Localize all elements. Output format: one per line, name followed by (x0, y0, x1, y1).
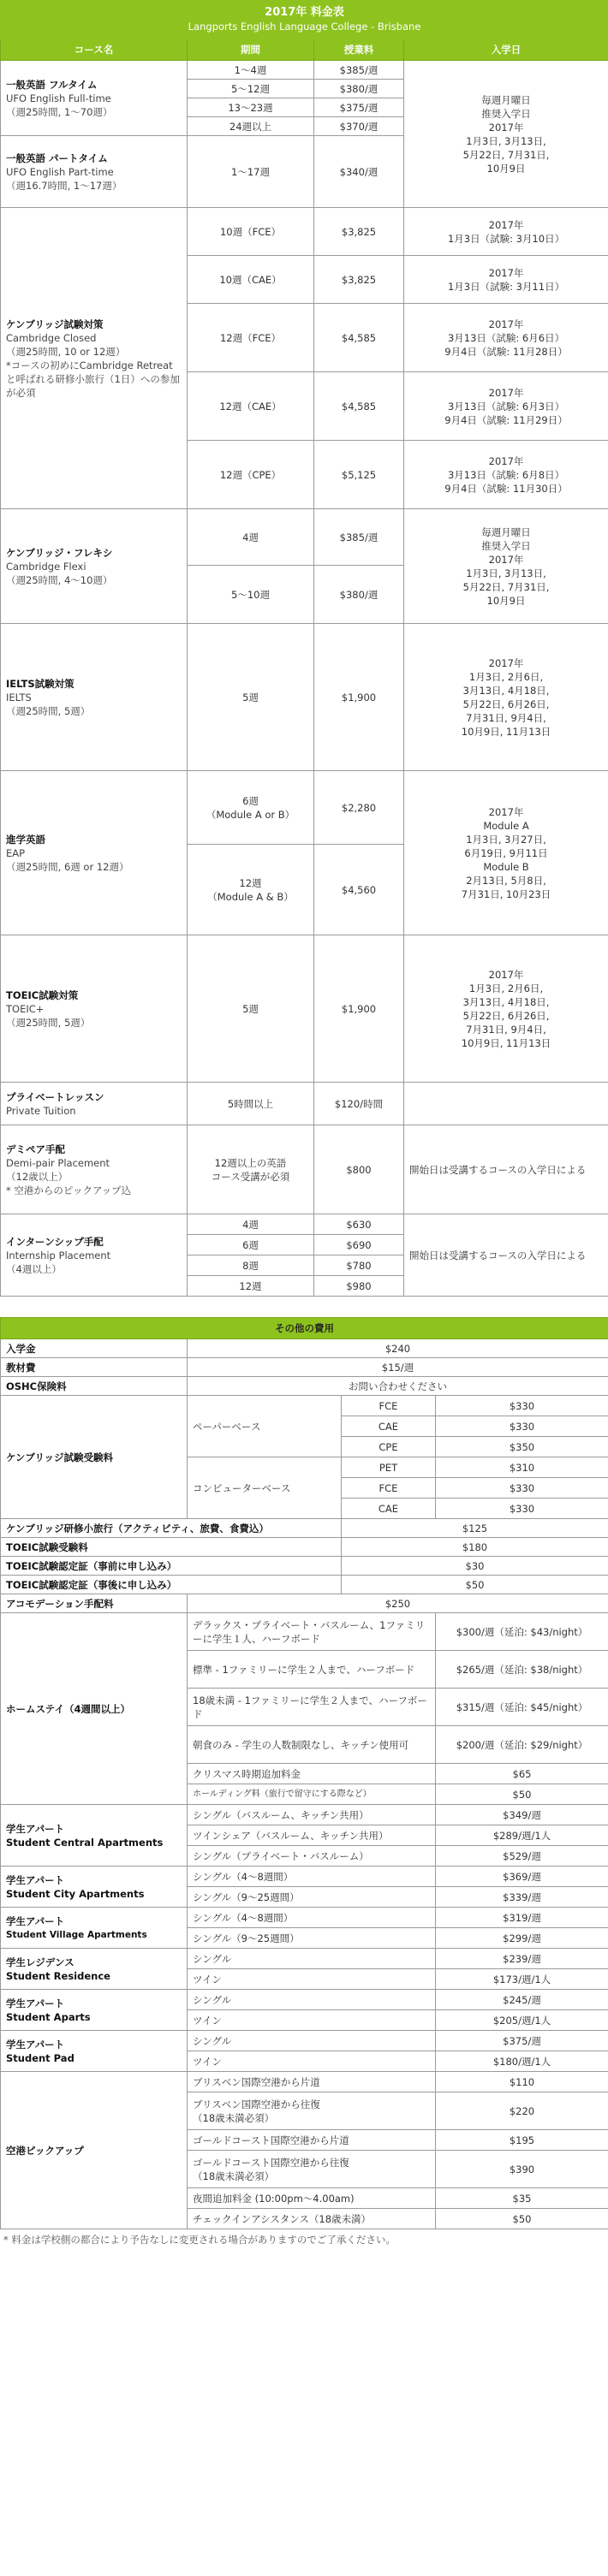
header-fee: 授業料 (314, 39, 404, 61)
pickup-desc: ブリスベン国際空港から片道 (188, 2072, 436, 2092)
homestay-row (1, 1613, 608, 1651)
eap-row (1, 771, 608, 845)
fee-cell: $375/週 (314, 98, 404, 117)
pickup-fee: $50 (436, 2209, 608, 2229)
period-cell: 1〜17週 (188, 136, 314, 208)
fee-cell: $980 (314, 1276, 404, 1297)
fee-row (1, 1557, 608, 1576)
homestay-fee: $200/週（延泊: $29/night） (436, 1726, 608, 1764)
apt-fee: $289/週/1人 (436, 1825, 608, 1846)
fees-title: 2017年 料金表 (265, 6, 344, 19)
private-course: プライベートレッスン Private Tuition (1, 1083, 188, 1125)
fee-label: 教材費 (1, 1358, 188, 1377)
apt-desc: ツイン (188, 2051, 436, 2072)
flexi-start-dates: 毎週月曜日 推奨入学日 2017年 1月3日, 3月13日, 5月22日, 7月31日, 10月9日 (404, 509, 608, 624)
apt-fee: $319/週 (436, 1908, 608, 1928)
fee-cell: $3,825 (314, 256, 404, 304)
fee-cell: $385/週 (314, 509, 404, 566)
apt-desc: シングル (188, 2031, 436, 2051)
flexi-row (1, 509, 608, 566)
homestay-desc: 標準 - 1ファミリーに学生２人まで、ハーフボード (188, 1651, 436, 1689)
period-cell: 10週（CAE） (188, 256, 314, 304)
period-cell: 13〜23週 (188, 98, 314, 117)
apt-fee: $173/週/1人 (436, 1969, 608, 1990)
fee-label: TOEIC試験受験料 (1, 1538, 342, 1557)
apt-fee: $529/週 (436, 1846, 608, 1867)
exam-type: FCE (342, 1478, 436, 1499)
homestay-fee: $265/週（延泊: $38/night） (436, 1651, 608, 1689)
homestay-fee: $300/週（延泊: $43/night） (436, 1613, 608, 1651)
period-cell: 6週 (188, 1235, 314, 1255)
apt-desc: シングル（プライベート・バスルーム） (188, 1846, 436, 1867)
fee-cell: $4,585 (314, 304, 404, 372)
other-title-row (1, 1318, 608, 1339)
apt-desc: ツインシェア（バスルーム、キッチン共用） (188, 1825, 436, 1846)
header-start: 入学日 (404, 39, 608, 61)
pickup-desc: ゴールドコースト国際空港から往復 （18歳未満必須） (188, 2151, 436, 2188)
pickup-fee: $220 (436, 2092, 608, 2130)
toeic-start-dates: 2017年 1月3日, 2月6日, 3月13日, 4月18日, 5月22日, 6月26日, 7月31日, 9月4日, 10月9日, 11月13日 (404, 935, 608, 1083)
exam-type: FCE (342, 1396, 436, 1416)
pickup-label: 空港ピックアップ (1, 2072, 188, 2229)
apt-label: 学生アパート Student Aparts (1, 1990, 188, 2031)
ge-start-dates: 毎週月曜日 推奨入学日 2017年 1月3日, 3月13日, 5月22日, 7月31日, 10月9日 (404, 61, 608, 208)
demi-start: 開始日は受講するコースの入学日による (404, 1125, 608, 1214)
exam-type: CPE (342, 1437, 436, 1457)
fee-cell: $3,825 (314, 208, 404, 256)
fee-value: $50 (342, 1576, 608, 1594)
header-period: 期間 (188, 39, 314, 61)
school-name: Langports English Language College - Brisbane (188, 21, 421, 33)
intern-course: インターンシップ手配 Internship Placement （4週以上） (1, 1214, 188, 1297)
ge-ft-row (1, 61, 608, 80)
header-course: コース名 (1, 39, 188, 61)
fee-cell: $630 (314, 1214, 404, 1235)
apt-row (1, 1867, 608, 1887)
pickup-fee: $35 (436, 2188, 608, 2209)
start-cell: 2017年 3月13日（試験: 6月3日） 9月4日（試験: 11月29日） (404, 372, 608, 441)
fee-cell: $340/週 (314, 136, 404, 208)
period-cell: 1〜4週 (188, 61, 314, 80)
period-cell: 8週 (188, 1255, 314, 1276)
fee-row (1, 1594, 608, 1613)
fee-cell: $5,125 (314, 441, 404, 509)
pickup-fee: $390 (436, 2151, 608, 2188)
fee-row (1, 1358, 608, 1377)
apt-label: 学生レジデンス Student Residence (1, 1949, 188, 1990)
eap-course: 進学英語 EAP （週25時間, 6週 or 12週） (1, 771, 188, 935)
exam-fee: $330 (436, 1416, 608, 1437)
homestay-fee: $50 (436, 1784, 608, 1805)
fee-cell: $380/週 (314, 566, 404, 624)
period-cell: 6週 （Module A or B） (188, 771, 314, 845)
ielts-course: IELTS試験対策 IELTS （週25時間, 5週） (1, 624, 188, 771)
cam-row (1, 208, 608, 256)
apt-row (1, 1949, 608, 1969)
other-title: その他の費用 (1, 1318, 608, 1339)
fee-label: OSHC保険料 (1, 1377, 188, 1396)
homestay-desc: ホールディング料（旅行で留守にする際など） (188, 1784, 436, 1805)
period-cell: 12週（CAE） (188, 372, 314, 441)
apt-fee: $245/週 (436, 1990, 608, 2010)
pickup-fee: $195 (436, 2130, 608, 2151)
apt-desc: シングル（4〜8週間） (188, 1867, 436, 1887)
fee-cell: $385/週 (314, 61, 404, 80)
apt-fee: $369/週 (436, 1867, 608, 1887)
footnote: * 料金は学校側の都合により予告なしに変更される場合がありますのでご了承ください。 (3, 2234, 396, 2246)
start-cell: 2017年 3月13日（試験: 6月8日） 9月4日（試験: 11月30日） (404, 441, 608, 509)
fee-cell: $120/時間 (314, 1083, 404, 1125)
fee-value: $240 (188, 1339, 608, 1358)
cam-course: ケンブリッジ試験対策 Cambridge Closed （週25時間, 10 or 12週） *コースの初めにCambridge Retreatと呼ばれる研修小旅行（1日）への参加が必須 (1, 208, 188, 509)
period-cell: 12週 （Module A & B） (188, 845, 314, 935)
fee-value: $180 (342, 1538, 608, 1557)
exam-type: PET (342, 1457, 436, 1478)
fee-row (1, 1339, 608, 1358)
period-cell: 4週 (188, 509, 314, 566)
apt-desc: ツイン (188, 2010, 436, 2031)
apt-desc: シングル (188, 1949, 436, 1969)
pickup-row (1, 2072, 608, 2092)
fee-cell: $2,280 (314, 771, 404, 845)
period-cell: 5〜10週 (188, 566, 314, 624)
exam-label: ケンブリッジ試験受験料 (1, 1396, 188, 1519)
apt-fee: $180/週/1人 (436, 2051, 608, 2072)
ielts-start-dates: 2017年 1月3日, 2月6日, 3月13日, 4月18日, 5月22日, 6月26日, 7月31日, 9月4日, 10月9日, 11月13日 (404, 624, 608, 771)
period-cell: 12週 (188, 1276, 314, 1297)
exam-computer-label: コンピューターベース (188, 1457, 342, 1519)
apt-desc: シングル（9〜25週間） (188, 1928, 436, 1949)
intern-row (1, 1214, 608, 1235)
apt-row (1, 1908, 608, 1928)
empty-cell (404, 1083, 608, 1125)
homestay-label: ホームステイ（4週間以上） (1, 1613, 188, 1805)
apt-label: 学生アパート Student Village Apartments (1, 1908, 188, 1949)
period-cell: 4週 (188, 1214, 314, 1235)
apt-label: 学生アパート Student Central Apartments (1, 1805, 188, 1867)
apt-desc: シングル (188, 1990, 436, 2010)
pickup-desc: ブリスベン国際空港から往復 （18歳未満必須） (188, 2092, 436, 2130)
pickup-fee: $110 (436, 2072, 608, 2092)
apt-fee: $205/週/1人 (436, 2010, 608, 2031)
flexi-course: ケンブリッジ・フレキシ Cambridge Flexi （週25時間, 4〜10週） (1, 509, 188, 624)
homestay-desc: 18歳未満 - 1ファミリーに学生２人まで、ハーフボード (188, 1689, 436, 1726)
fee-cell: $370/週 (314, 117, 404, 136)
homestay-fee: $315/週（延泊: $45/night） (436, 1689, 608, 1726)
apt-fee: $239/週 (436, 1949, 608, 1969)
section-spacer (0, 1297, 608, 1317)
period-cell: 5〜12週 (188, 80, 314, 98)
fee-cell: $1,900 (314, 935, 404, 1083)
apt-label: 学生アパート Student City Apartments (1, 1867, 188, 1908)
other-fees-table (0, 1317, 608, 2229)
exam-fee: $330 (436, 1478, 608, 1499)
exam-paper-label: ペーパーベース (188, 1396, 342, 1457)
exam-type: CAE (342, 1416, 436, 1437)
fee-cell: $780 (314, 1255, 404, 1276)
exam-fee: $330 (436, 1396, 608, 1416)
apt-desc: ツイン (188, 1969, 436, 1990)
fees-header-row (1, 39, 608, 61)
intern-start: 開始日は受講するコースの入学日による (404, 1214, 608, 1297)
apt-desc: シングル（バスルーム、キッチン共用） (188, 1805, 436, 1825)
eap-start-dates: 2017年 Module A 1月3日, 3月27日, 6月19日, 9月11日 Module B 2月13日, 5月8日, 7月31日, 10月23日 (404, 771, 608, 935)
apt-label: 学生アパート Student Pad (1, 2031, 188, 2072)
toeic-row (1, 935, 608, 1083)
ge-ft-course: 一般英語 フルタイム UFO English Full-time （週25時間, 1〜70週） (1, 61, 188, 136)
fee-label: TOEIC試験認定証（事後に申し込み） (1, 1576, 342, 1594)
homestay-desc: 朝食のみ - 学生の人数制限なし、キッチン使用可 (188, 1726, 436, 1764)
fee-label: ケンブリッジ研修小旅行（アクティビティ、旅費、食費込） (1, 1519, 342, 1538)
period-cell: 12週以上の英語 コース受講が必須 (188, 1125, 314, 1214)
fee-cell: $380/週 (314, 80, 404, 98)
fee-row (1, 1538, 608, 1557)
fee-label: 入学金 (1, 1339, 188, 1358)
exam-fee: $310 (436, 1457, 608, 1478)
fee-cell: $1,900 (314, 624, 404, 771)
fee-value: $30 (342, 1557, 608, 1576)
ge-pt-course: 一般英語 パートタイム UFO English Part-time （週16.7時間, 1〜17週） (1, 136, 188, 208)
period-cell: 24週以上 (188, 117, 314, 136)
apt-fee: $339/週 (436, 1887, 608, 1908)
exam-fee: $330 (436, 1499, 608, 1519)
start-cell: 2017年 1月3日（試験: 3月11日） (404, 256, 608, 304)
toeic-course: TOEIC試験対策 TOEIC+ （週25時間, 5週） (1, 935, 188, 1083)
fee-row (1, 1576, 608, 1594)
fee-cell: $4,585 (314, 372, 404, 441)
period-cell: 5時間以上 (188, 1083, 314, 1125)
fee-row (1, 1519, 608, 1538)
fee-cell: $4,560 (314, 845, 404, 935)
demi-row (1, 1125, 608, 1214)
apt-fee: $299/週 (436, 1928, 608, 1949)
homestay-desc: クリスマス時期追加料金 (188, 1764, 436, 1784)
period-cell: 5週 (188, 935, 314, 1083)
start-cell: 2017年 1月3日（試験: 3月10日） (404, 208, 608, 256)
fee-value: $250 (188, 1594, 608, 1613)
apt-fee: $349/週 (436, 1805, 608, 1825)
pickup-desc: チェックインアシスタンス（18歳未満） (188, 2209, 436, 2229)
apt-desc: シングル（4〜8週間） (188, 1908, 436, 1928)
homestay-desc: デラックス・プライベート・バスルーム、1ファミリーに学生１人、ハーフボード (188, 1613, 436, 1651)
fee-row (1, 1377, 608, 1396)
fee-value: $125 (342, 1519, 608, 1538)
period-cell: 5週 (188, 624, 314, 771)
exam-row (1, 1396, 608, 1416)
apt-row (1, 2031, 608, 2051)
pickup-desc: ゴールドコースト国際空港から片道 (188, 2130, 436, 2151)
start-cell: 2017年 3月13日（試験: 6月6日） 9月4日（試験: 11月28日） (404, 304, 608, 372)
fee-value: $15/週 (188, 1358, 608, 1377)
fee-cell: $800 (314, 1125, 404, 1214)
fee-label: アコモデーション手配料 (1, 1594, 188, 1613)
pickup-desc: 夜間追加料金 (10:00pm〜4.00am) (188, 2188, 436, 2209)
period-cell: 12週（CPE） (188, 441, 314, 509)
fee-cell: $690 (314, 1235, 404, 1255)
apt-row (1, 1990, 608, 2010)
exam-fee: $350 (436, 1437, 608, 1457)
private-row (1, 1083, 608, 1125)
demi-course: デミペア手配 Demi-pair Placement （12歳以上） * 空港からのピックアップ込 (1, 1125, 188, 1214)
fees-title-row (1, 1, 608, 39)
apt-desc: シングル（9〜25週間） (188, 1887, 436, 1908)
apt-row (1, 1805, 608, 1825)
period-cell: 10週（FCE） (188, 208, 314, 256)
fee-label: TOEIC試験認定証（事前に申し込み） (1, 1557, 342, 1576)
fee-value: お問い合わせください (188, 1377, 608, 1396)
apt-fee: $375/週 (436, 2031, 608, 2051)
exam-type: CAE (342, 1499, 436, 1519)
homestay-fee: $65 (436, 1764, 608, 1784)
ielts-row (1, 624, 608, 771)
period-cell: 12週（FCE） (188, 304, 314, 372)
